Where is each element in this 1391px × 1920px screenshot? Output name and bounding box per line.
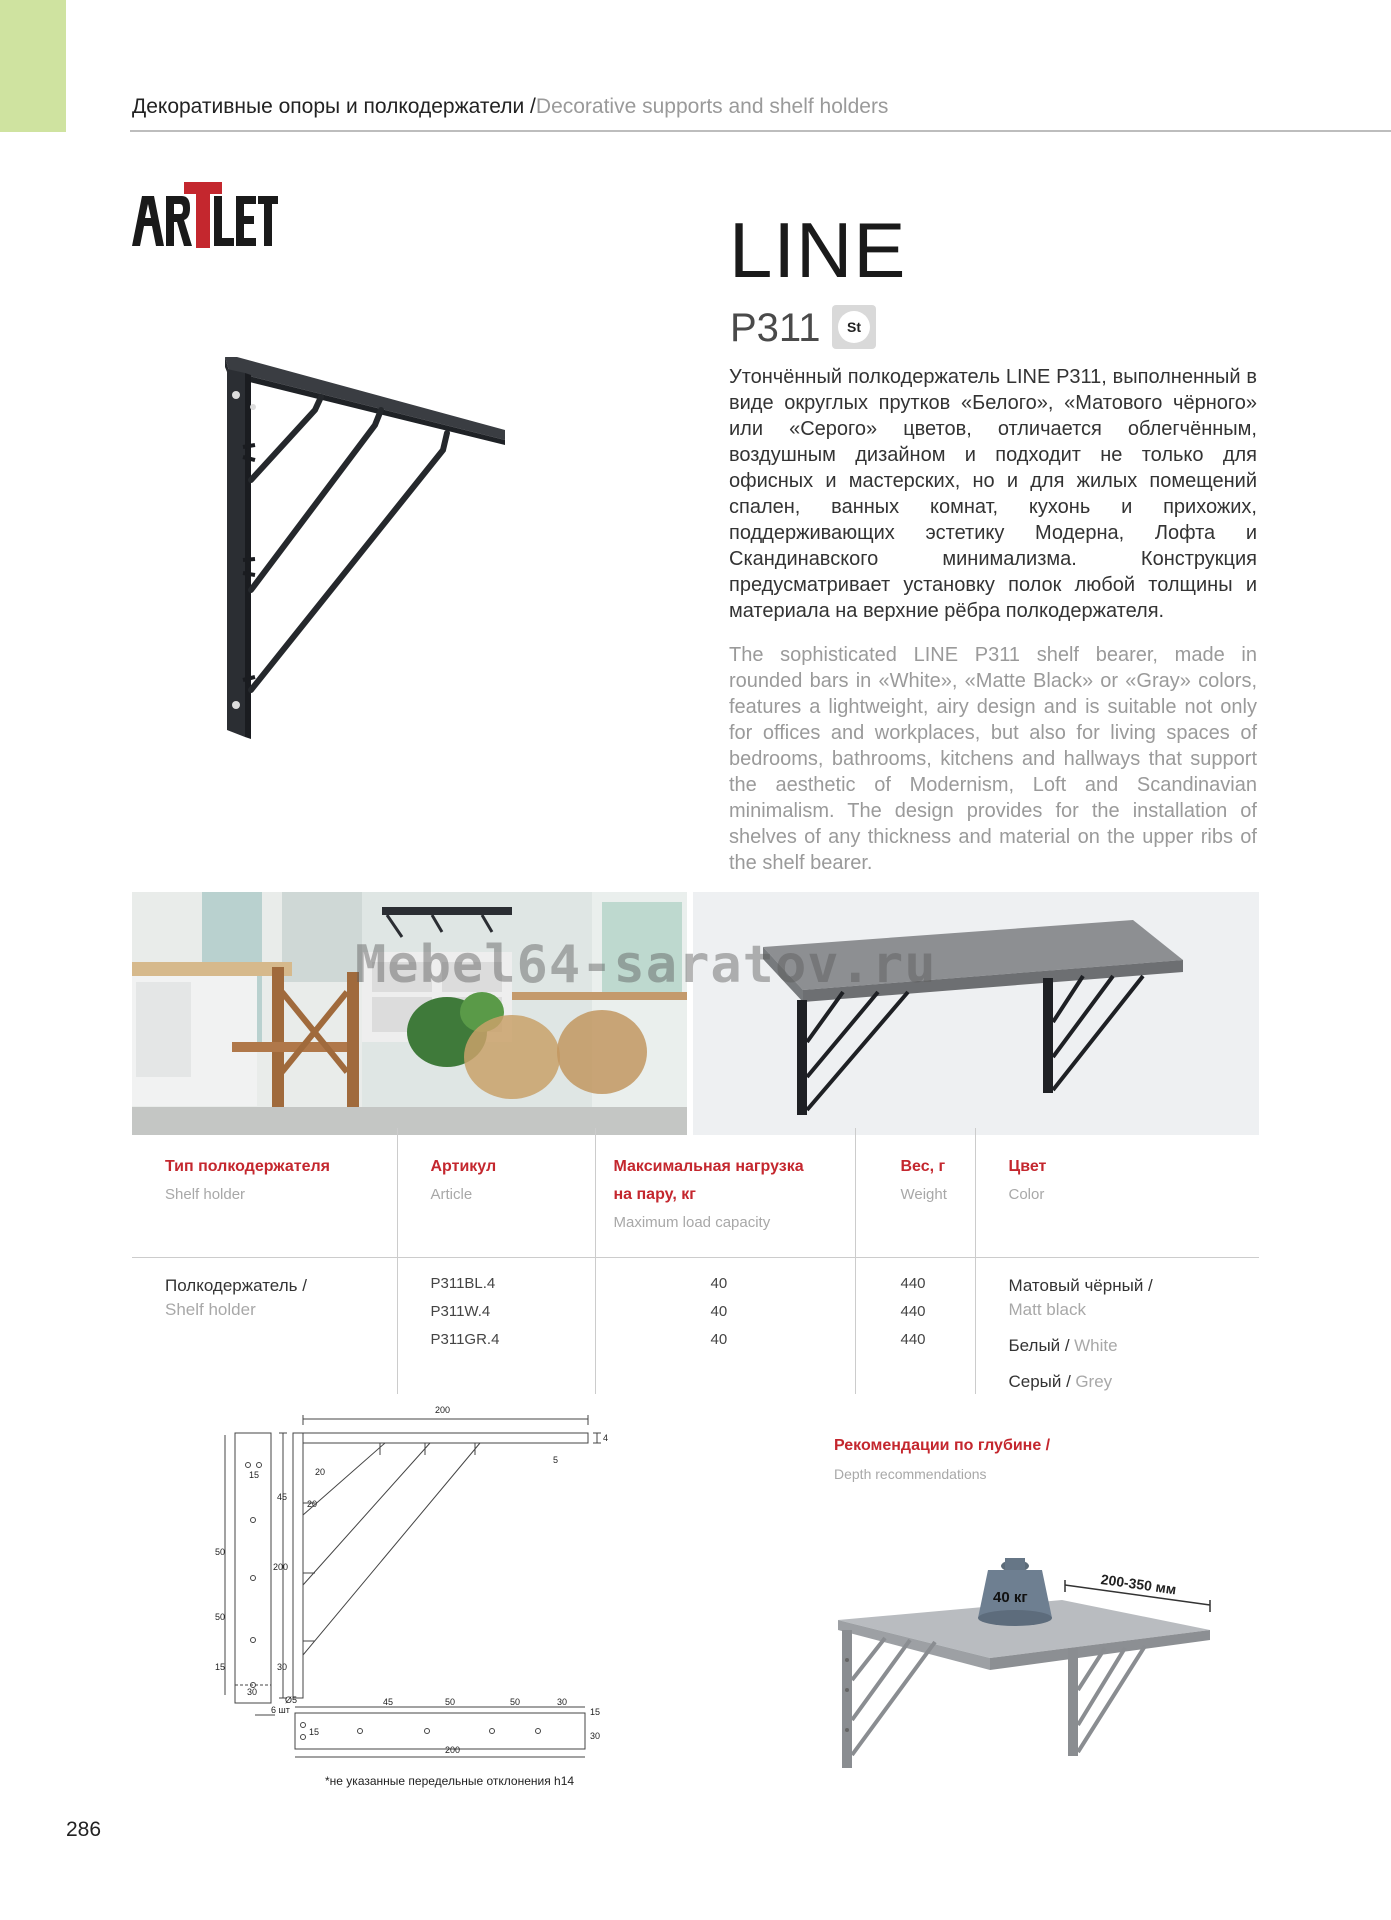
weight-label: 40 кг <box>993 1589 1028 1606</box>
weight-value: 440 <box>900 1331 926 1348</box>
header-article: Артикул Article <box>397 1128 595 1258</box>
cell-loads <box>595 1258 855 1395</box>
table-header-row <box>132 1128 1259 1258</box>
depth-illustration <box>830 1530 1220 1780</box>
header-type: Тип полкодержателя Shelf holder <box>132 1128 397 1258</box>
badge-label: St <box>838 311 870 343</box>
interior-photo <box>132 892 687 1135</box>
section-title-ru: Декоративные опоры и полкодержатели / <box>132 95 536 118</box>
dim-diameter: Ø5 <box>285 1695 298 1705</box>
dim-50-a: 50 <box>215 1547 226 1557</box>
tolerance-note: *не указанные передельные отклонения h14 <box>325 1774 575 1788</box>
dim-quantity: 6 шт <box>271 1705 290 1715</box>
load-value: 40 <box>710 1275 728 1292</box>
article-value: P311BL.4 <box>430 1275 496 1292</box>
dim-b50-a: 50 <box>445 1697 456 1707</box>
article-value: P311W.4 <box>430 1303 491 1320</box>
dim-b45: 45 <box>383 1697 394 1707</box>
header-color: Цвет Color <box>975 1128 1259 1258</box>
dim-b30-vertical: 30 <box>590 1731 601 1741</box>
dim-20-vertical: 20 <box>315 1467 326 1477</box>
section-color-tab <box>0 0 66 132</box>
cell-weights <box>855 1258 975 1395</box>
depth-title-ru: Рекомендации по глубине / <box>834 1437 1051 1454</box>
dim-30-bottom: 30 <box>247 1687 258 1697</box>
cell-articles <box>397 1258 595 1395</box>
header-load: Максимальная нагрузка на пару, кг Maximum load capacity <box>595 1128 855 1258</box>
load-value: 40 <box>710 1303 728 1320</box>
dim-4: 4 <box>603 1433 609 1443</box>
dim-15-hole: 15 <box>249 1470 260 1480</box>
dim-200-top: 200 <box>435 1405 451 1415</box>
dim-b200: 200 <box>445 1745 461 1755</box>
dim-45: 45 <box>277 1492 288 1502</box>
dim-5: 5 <box>553 1455 559 1465</box>
weight-value: 440 <box>900 1275 926 1292</box>
section-title-en: Decorative supports and shelf holders <box>535 95 889 118</box>
dim-b50-b: 50 <box>510 1697 521 1707</box>
dim-15-vertical: 15 <box>215 1662 226 1672</box>
dim-b15: 15 <box>590 1707 601 1717</box>
section-header <box>132 95 888 119</box>
dim-200-height: 200 <box>273 1562 289 1572</box>
technical-drawing <box>205 1395 625 1765</box>
depth-title-en: Depth recommendations <box>834 1466 987 1482</box>
product-title: LINE <box>729 206 907 294</box>
description-ru: Утончённый полкодержатель LINE P311, выполненный в виде округлых прутков «Белого», «Матового чёрного» или «Серого» цветов, отличается облегчённым, воздушным дизайном и подходит не только для офисных и мастерских, но и для жилых помещений спален, ванных комнат, кухонь и прихожих, поддерживающих эстетику Модерна, Лофта и Скандинавского минимализма. Конструкция предусматривает установку полок любой толщины и материала на верхние рёбра полкодержателя. <box>729 366 1257 622</box>
product-model: P311 <box>730 306 821 350</box>
header-weight: Вес, г Weight <box>855 1128 975 1258</box>
load-value: 40 <box>710 1331 728 1348</box>
header-divider <box>130 130 1391 132</box>
dim-30-vertical: 30 <box>277 1662 288 1672</box>
dim-20-horizontal: 20 <box>307 1499 318 1509</box>
table-body-row <box>132 1258 1259 1395</box>
dim-50-b: 50 <box>215 1612 226 1622</box>
watermark-text: Mebel64-saratov.ru <box>355 935 937 995</box>
page-number: 286 <box>66 1818 102 1841</box>
color-grey: Серый / Grey <box>1008 1372 1113 1391</box>
bracket-product-image <box>215 355 515 745</box>
shelf-mounted-photo <box>693 892 1259 1135</box>
spec-table <box>132 1128 1259 1394</box>
depth-range-label: 200-350 мм <box>1099 1570 1178 1598</box>
article-value: P311GR.4 <box>430 1331 500 1348</box>
dim-b30: 30 <box>557 1697 568 1707</box>
cell-type: Полкодержатель / Shelf holder <box>165 1276 307 1319</box>
dim-b15-vertical: 15 <box>309 1727 320 1737</box>
artlet-logo <box>130 180 280 255</box>
cell-colors: Матовый чёрный / Matt black Белый / White Серый / Grey <box>975 1258 1259 1395</box>
description-en: The sophisticated LINE P311 shelf bearer, made in rounded bars in «White», «Matte Black» or «Gray» colors, features a lightweight, airy design and is suitable not only for offices and workplaces, but also for living spaces of bedrooms, bathrooms, kitchens and hallways that support the aesthetic of Modernism, Loft and Scandinavian minimalism. The design provides for the installation of shelves of any thickness and material on the upper ribs of the shelf bearer. <box>729 644 1257 874</box>
steel-material-badge <box>832 305 876 349</box>
weight-value: 440 <box>900 1303 926 1320</box>
color-white: Белый / White <box>1008 1336 1118 1355</box>
